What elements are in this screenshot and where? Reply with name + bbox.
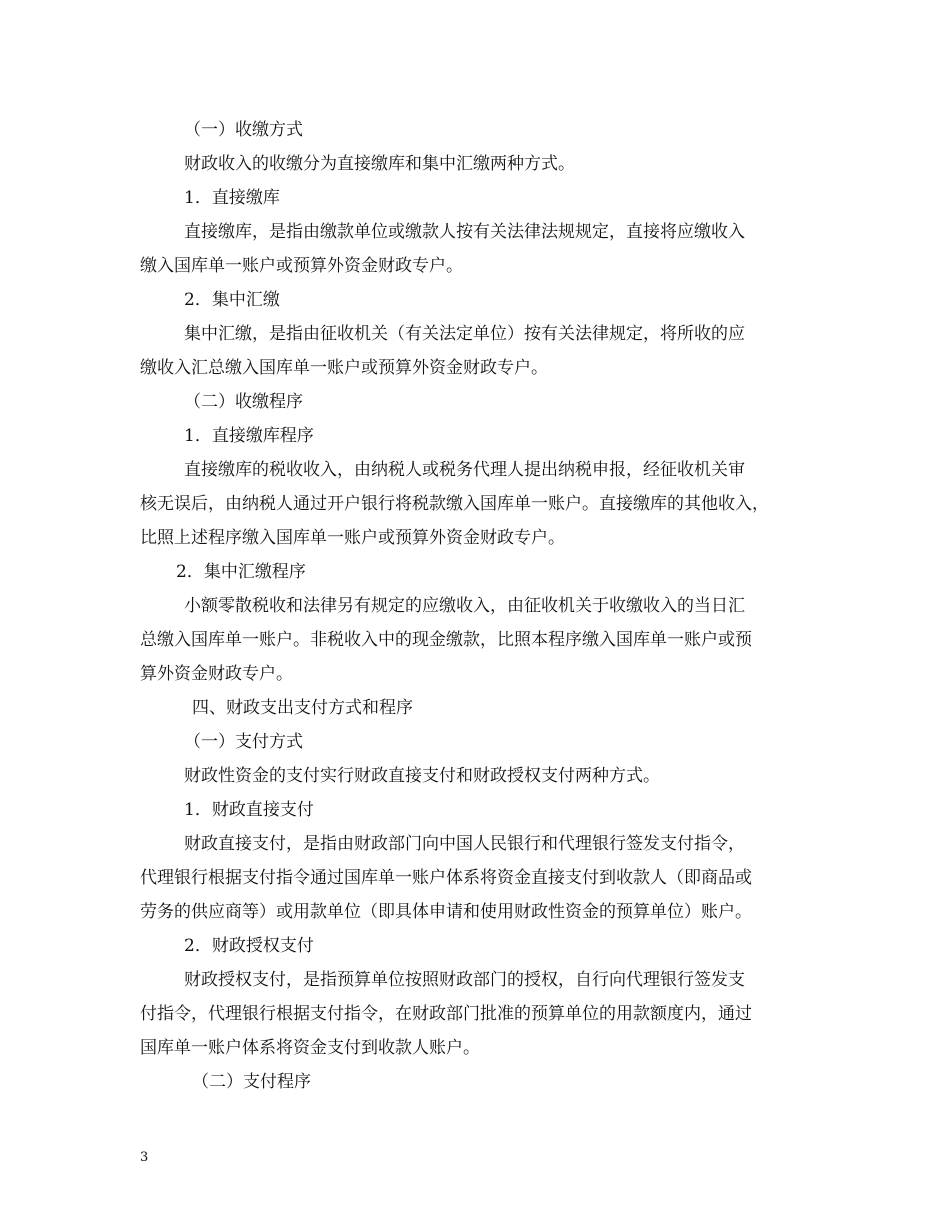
subsection-heading: 1．直接缴库	[184, 188, 280, 208]
section-heading: （一）支付方式	[184, 732, 303, 752]
paragraph-line: 财政直接支付，是指由财政部门向中国人民银行和代理银行签发支付指令，	[184, 834, 745, 854]
paragraph-line: 算外资金财政专户。	[140, 664, 293, 684]
paragraph-line: 财政授权支付，是指预算单位按照财政部门的授权，自行向代理银行签发支	[184, 970, 745, 990]
paragraph-line: 总缴入国库单一账户。非税收入中的现金缴款，比照本程序缴入国库单一账户或预	[140, 630, 752, 650]
subsection-heading: 1．财政直接支付	[184, 800, 314, 820]
section-heading: （二）支付程序	[192, 1072, 311, 1092]
paragraph-line: 直接缴库，是指由缴款单位或缴款人按有关法律法规规定，直接将应缴收入	[184, 222, 745, 242]
page-number: 3	[140, 1150, 149, 1165]
paragraph-line: 财政性资金的支付实行财政直接支付和财政授权支付两种方式。	[184, 766, 660, 786]
paragraph-line: 直接缴库的税收收入，由纳税人或税务代理人提出纳税申报，经征收机关审	[184, 460, 745, 480]
subsection-heading: 2．集中汇缴	[184, 290, 280, 310]
paragraph-line: 劳务的供应商等）或用款单位（即具体申请和使用财政性资金的预算单位）账户。	[140, 902, 752, 922]
subsection-heading: 1．直接缴库程序	[184, 426, 314, 446]
paragraph-line: 小额零散税收和法律另有规定的应缴收入，由征收机关于收缴收入的当日汇	[184, 596, 745, 616]
paragraph-line: 国库单一账户体系将资金支付到收款人账户。	[140, 1038, 480, 1058]
section-heading: （二）收缴程序	[184, 392, 303, 412]
section-heading: （一）收缴方式	[184, 120, 303, 140]
paragraph-line: 比照上述程序缴入国库单一账户或预算外资金财政专户。	[140, 528, 565, 548]
paragraph-line: 核无误后，由纳税人通过开户银行将税款缴入国库单一账户。直接缴库的其他收入，	[140, 494, 769, 514]
paragraph-line: 财政收入的收缴分为直接缴库和集中汇缴两种方式。	[184, 154, 575, 174]
paragraph-line: 代理银行根据支付指令通过国库单一账户体系将资金直接支付到收款人（即商品或	[140, 868, 752, 888]
paragraph-line: 集中汇缴，是指由征收机关（有关法定单位）按有关法律规定，将所收的应	[184, 324, 745, 344]
subsection-heading: 2．集中汇缴程序	[176, 562, 306, 582]
paragraph-line: 缴收入汇总缴入国库单一账户或预算外资金财政专户。	[140, 358, 548, 378]
subsection-heading: 2．财政授权支付	[184, 936, 314, 956]
chapter-heading: 四、财政支出支付方式和程序	[192, 698, 413, 718]
paragraph-line: 缴入国库单一账户或预算外资金财政专户。	[140, 256, 463, 276]
paragraph-line: 付指令，代理银行根据支付指令，在财政部门批准的预算单位的用款额度内，通过	[140, 1004, 752, 1024]
